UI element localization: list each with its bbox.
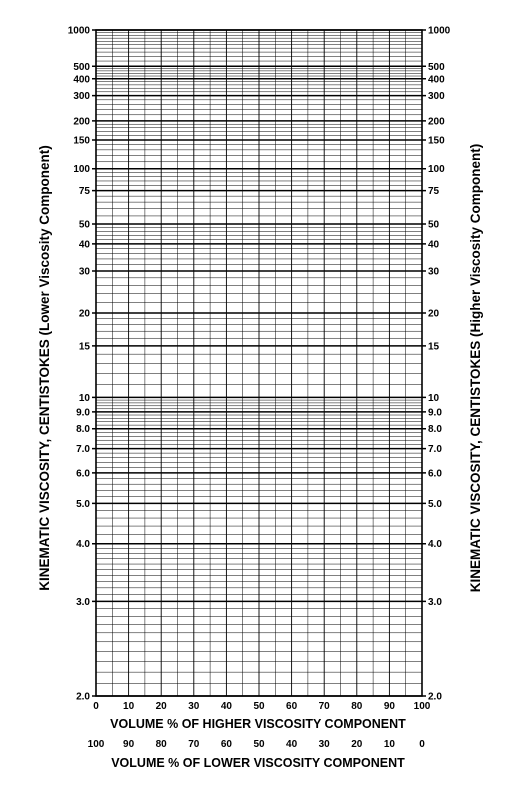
y-tick-label-right: 10	[428, 392, 440, 404]
x-tick-label-higher: 90	[383, 701, 395, 712]
y-tick-label-right: 2.0	[428, 691, 442, 703]
y-tick-label-right: 8.0	[428, 424, 442, 436]
y-tick-label-right: 7.0	[428, 444, 442, 456]
x-tick-label-higher: 50	[253, 701, 265, 712]
x-tick-label-higher: 0	[93, 701, 99, 712]
y-tick-label-right: 300	[428, 91, 445, 103]
y-tick-label-left: 3.0	[76, 596, 90, 608]
x-tick-label-lower: 70	[188, 739, 200, 750]
x-axis-title-lower: VOLUME % OF LOWER VISCOSITY COMPONENT	[111, 756, 405, 770]
x-tick-label-lower: 30	[318, 739, 330, 750]
x-tick-label-lower: 20	[351, 739, 363, 750]
vertical-grid	[96, 30, 422, 696]
y-tick-label-left: 300	[73, 91, 90, 103]
y-tick-label-left: 20	[78, 308, 90, 320]
x-tick-label-higher: 100	[413, 701, 431, 712]
left-y-axis-title: KINEMATIC VISCOSITY, CENTISTOKES (Lower Viscosity Component)	[37, 145, 52, 591]
y-tick-label-right: 5.0	[428, 498, 442, 510]
y-tick-label-right: 1000	[428, 25, 451, 37]
y-tick-label-right: 75	[428, 186, 440, 198]
y-tick-label-left: 7.0	[76, 444, 90, 456]
x-tick-label-lower: 90	[123, 739, 135, 750]
y-tick-label-left: 200	[73, 116, 90, 128]
x-tick-label-higher: 60	[286, 701, 298, 712]
right-y-axis-title: KINEMATIC VISCOSITY, CENTISTOKES (Higher Viscosity Component)	[468, 143, 483, 593]
x-tick-label-lower: 0	[419, 739, 425, 750]
x-tick-label-lower: 100	[87, 739, 105, 750]
x-tick-label-higher: 30	[188, 701, 200, 712]
y-tick-label-left: 30	[78, 266, 90, 278]
y-tick-label-left: 5.0	[76, 498, 90, 510]
y-tick-label-right: 40	[428, 239, 440, 251]
y-tick-label-right: 400	[428, 74, 445, 86]
x-tick-label-lower: 50	[253, 739, 265, 750]
x-tick-label-lower: 60	[220, 739, 232, 750]
y-tick-label-left: 500	[73, 61, 90, 73]
x-tick-label-lower: 10	[383, 739, 395, 750]
y-tick-label-left: 9.0	[76, 407, 90, 419]
y-tick-label-right: 9.0	[428, 407, 442, 419]
y-tick-label-left: 400	[73, 74, 90, 86]
y-tick-label-right: 100	[428, 164, 445, 176]
x-tick-label-higher: 70	[318, 701, 330, 712]
x-tick-label-higher: 20	[155, 701, 167, 712]
y-tick-label-left: 40	[78, 239, 90, 251]
y-tick-label-right: 30	[428, 266, 440, 278]
y-tick-label-right: 500	[428, 61, 445, 73]
y-tick-label-left: 4.0	[76, 539, 90, 551]
x-tick-label-higher: 40	[220, 701, 232, 712]
right-axis-tick-labels	[428, 26, 451, 703]
left-axis-tick-labels	[68, 26, 91, 703]
y-tick-label-left: 10	[78, 392, 90, 404]
x-axis-tick-labels-higher	[93, 701, 431, 712]
x-tick-label-lower: 40	[286, 739, 298, 750]
y-tick-label-right: 150	[428, 135, 445, 147]
y-tick-label-right: 50	[428, 219, 440, 231]
x-axis-tick-labels-lower	[88, 739, 426, 750]
y-tick-label-left: 15	[78, 341, 90, 353]
y-tick-label-left: 6.0	[76, 468, 90, 480]
x-tick-label-higher: 10	[123, 701, 135, 712]
x-axis-title-higher: VOLUME % OF HIGHER VISCOSITY COMPONENT	[110, 717, 406, 731]
y-tick-label-right: 200	[428, 116, 445, 128]
y-tick-label-left: 150	[73, 135, 90, 147]
y-tick-label-right: 20	[428, 308, 440, 320]
x-tick-label-higher: 80	[351, 701, 363, 712]
y-tick-label-left: 100	[73, 164, 90, 176]
x-tick-label-lower: 80	[155, 739, 167, 750]
y-tick-label-right: 4.0	[428, 539, 442, 551]
y-tick-label-right: 15	[428, 341, 440, 353]
y-tick-label-left: 75	[78, 186, 90, 198]
y-tick-label-right: 3.0	[428, 596, 442, 608]
y-tick-label-left: 8.0	[76, 424, 90, 436]
y-tick-label-left: 50	[78, 219, 90, 231]
y-tick-label-left: 1000	[67, 25, 90, 37]
y-tick-label-right: 6.0	[428, 468, 442, 480]
y-tick-label-left: 2.0	[76, 691, 90, 703]
